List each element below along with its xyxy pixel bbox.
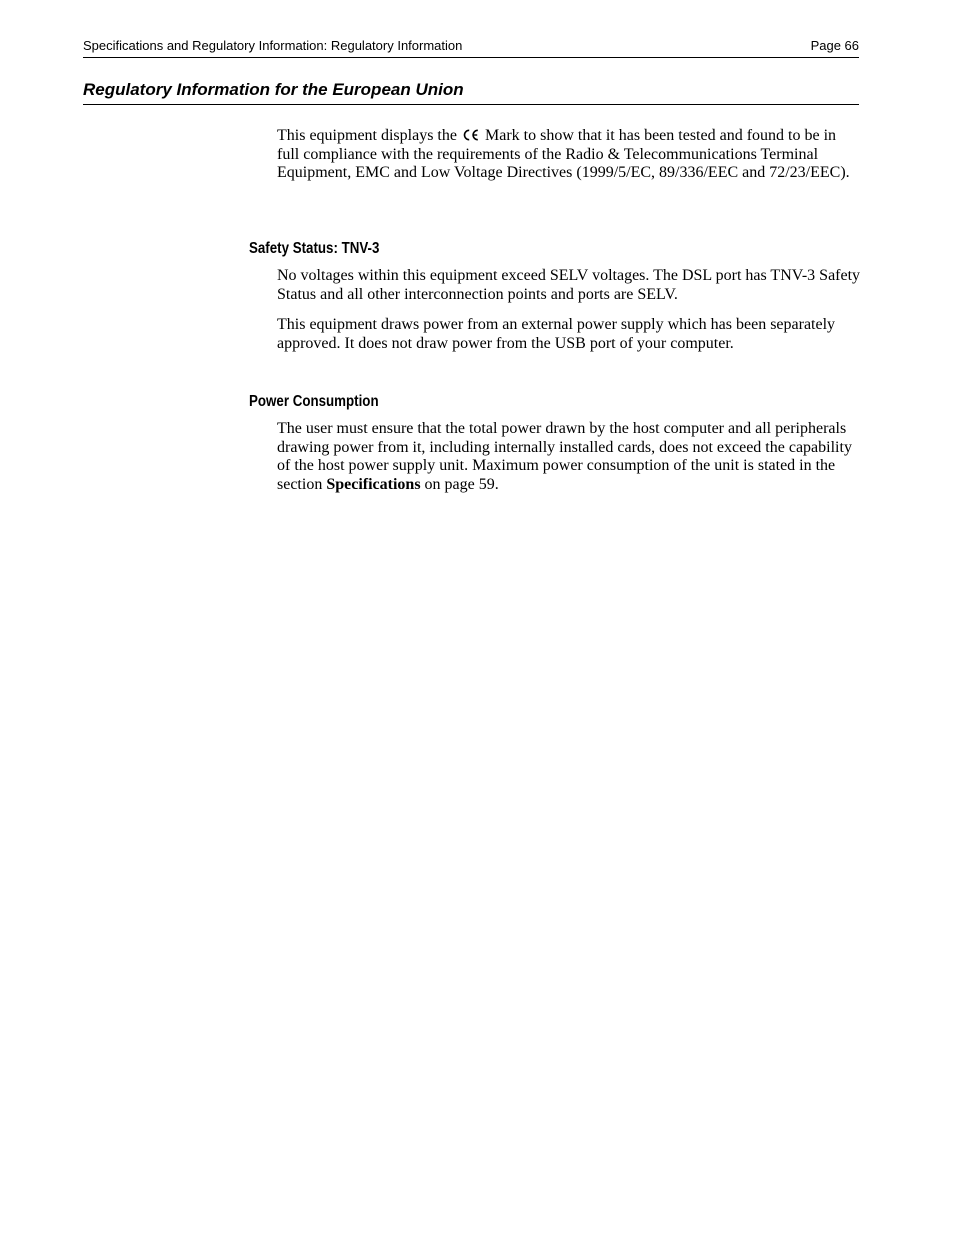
page-number: Page 66 [810,38,859,53]
safety-paragraph-1: No voltages within this equipment exceed SELV voltages. The DSL port has TNV-3 Safety Status and all other interconnection points and ports are SELV. [277,267,861,303]
safety-heading: Safety Status: TNV-3 [249,240,380,257]
intro-text-after: Mark to show that it has been tested and found to be in full compliance with the requirements of the Radio & Telecommunications Terminal Equipment, EMC and Low Voltage Directives (1999/5/EC, 89/336/EEC and 72/23/EEC). [277,127,850,181]
power-paragraph [277,420,861,494]
power-heading: Power Consumption [249,393,379,410]
specifications-reference[interactable]: Specifications [326,475,421,493]
safety-paragraph-2: This equipment draws power from an external power supply which has been separately approved. It does not draw power from the USB port of your computer. [277,316,836,352]
section-title: Regulatory Information for the European Union [83,79,859,105]
header-title: Specifications and Regulatory Information: Regulatory Information [83,38,463,53]
intro-text-before: This equipment displays the [277,127,457,144]
intro-paragraph [277,127,861,183]
power-text-before: The user must ensure that the total power drawn by the host computer and all peripherals drawing power from it, including internally installed cards, does not exceed the capability of the host power supply unit. Maximum power consumption of the unit is stated in the section [277,420,852,493]
power-text-after: on page 59. [424,475,499,493]
ce-mark-icon [462,129,480,141]
running-header [83,38,859,58]
